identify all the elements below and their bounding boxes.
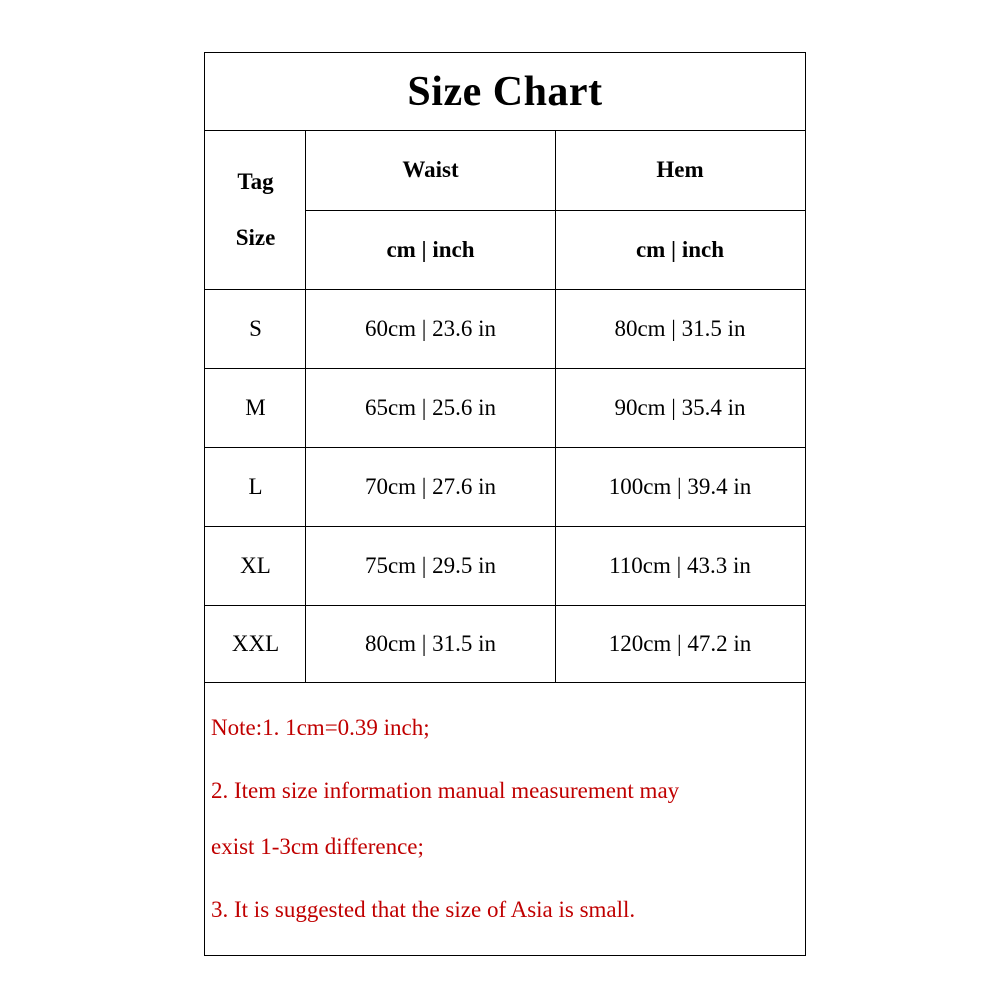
row-xl-size: XL <box>240 552 271 578</box>
row-m-waist: 65cm | 25.6 in <box>364 394 497 420</box>
tag-size-header <box>205 131 306 289</box>
waist-header: Waist <box>402 156 459 182</box>
note-line-3: exist 1-3cm difference; <box>211 834 424 859</box>
row-xxl-waist: 80cm | 31.5 in <box>364 631 497 656</box>
grid-line <box>205 289 805 290</box>
grid-line <box>205 526 805 527</box>
row-xl-waist: 75cm | 29.5 in <box>364 552 497 578</box>
row-s-size: S <box>249 315 262 341</box>
row-l-size: L <box>248 473 263 499</box>
row-l-waist: 70cm | 27.6 in <box>364 473 497 499</box>
size-chart <box>204 52 806 956</box>
row-m-hem: 90cm | 35.4 in <box>614 394 746 420</box>
row-s-waist: 60cm | 23.6 in <box>364 315 497 341</box>
row-xxl-size: XXL <box>231 631 280 656</box>
row-l-hem: 100cm | 39.4 in <box>608 473 752 499</box>
grid-line <box>205 368 805 369</box>
grid-line <box>555 131 556 683</box>
row-m-size: M <box>245 394 266 420</box>
note-line-4: 3. It is suggested that the size of Asia is small. <box>211 897 636 922</box>
grid-line <box>305 131 306 683</box>
grid-line <box>205 605 805 606</box>
row-s-hem: 80cm | 31.5 in <box>614 315 746 341</box>
chart-title: Size Chart <box>205 53 805 131</box>
waist-unit-header: cm | inch <box>386 236 475 262</box>
row-xxl-hem: 120cm | 47.2 in <box>608 631 752 656</box>
note-line-2: 2. Item size information manual measurement may <box>211 778 680 803</box>
hem-unit-header: cm | inch <box>635 236 725 262</box>
tag-size-line1: Tag <box>237 169 274 194</box>
grid-line <box>306 210 805 211</box>
note-line-1: Note:1. 1cm=0.39 inch; <box>211 715 430 740</box>
tag-size-line2: Size <box>235 225 276 250</box>
grid-line <box>205 447 805 448</box>
grid-line <box>205 682 805 683</box>
hem-header: Hem <box>656 156 704 182</box>
row-xl-hem: 110cm | 43.3 in <box>609 552 751 578</box>
